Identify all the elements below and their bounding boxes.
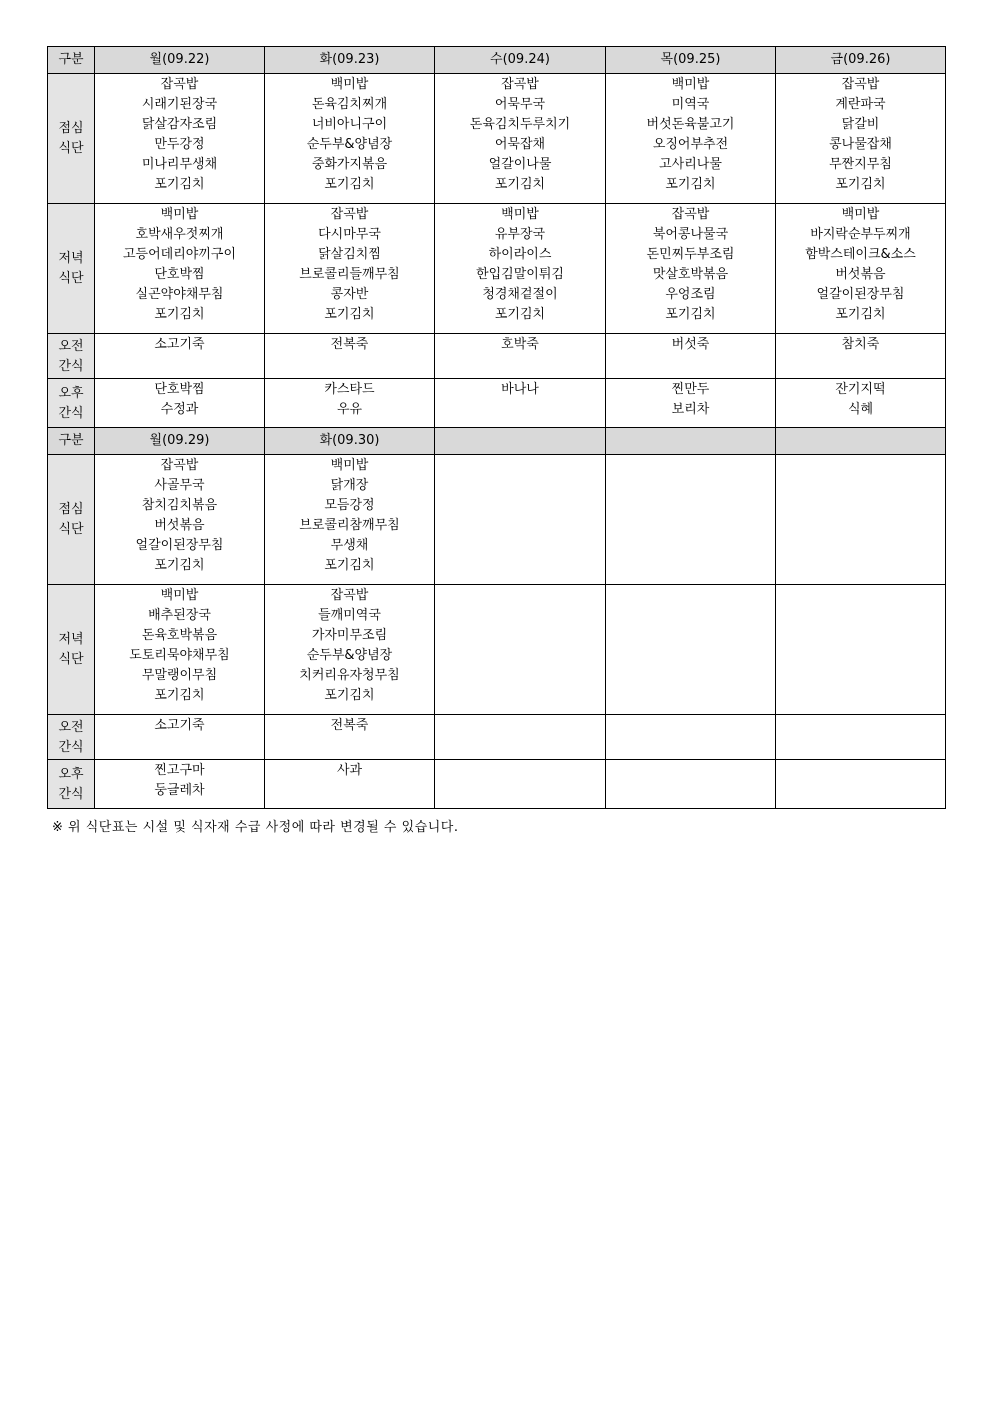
menu-item: 어묵무국 <box>494 97 546 112</box>
menu-item: 잡곡밥 <box>160 77 199 92</box>
menu-item: 가자미무조림 <box>311 628 388 643</box>
menu-cell <box>95 204 265 334</box>
menu-cell <box>265 74 435 204</box>
menu-item: 돈육김치두루치기 <box>469 117 571 132</box>
menu-item: 포기김치 <box>835 177 886 192</box>
menu-item: 버섯볶음 <box>835 267 886 282</box>
row-label <box>48 74 95 204</box>
lunch-row <box>48 74 946 204</box>
menu-cell <box>265 455 435 585</box>
menu-cell <box>606 74 776 204</box>
menu-item: 오후 <box>58 766 84 782</box>
menu-item: 무생채 <box>330 538 369 553</box>
menu-item: 포기김치 <box>665 177 716 192</box>
menu-item: 함박스테이크&소스 <box>805 247 916 262</box>
category-header: 구분 <box>48 428 95 455</box>
menu-item: 돈육김치찌개 <box>311 97 388 112</box>
menu-item: 고등어데리야끼구이 <box>122 247 237 262</box>
menu-item: 얼갈이된장무침 <box>816 287 905 302</box>
pm-snack-row <box>48 760 946 809</box>
menu-item: 단호박찜 <box>154 267 205 282</box>
header-row <box>48 428 946 455</box>
menu-item: 닭갈비 <box>841 117 880 132</box>
menu-cell <box>606 334 776 379</box>
menu-item: 간식 <box>58 405 84 421</box>
menu-item: 찐고구마 <box>154 763 205 778</box>
row-label <box>48 334 95 379</box>
menu-item: 청경채겉절이 <box>482 287 558 302</box>
menu-item: 얼갈이된장무침 <box>135 538 224 553</box>
menu-item: 잡곡밥 <box>160 458 199 473</box>
menu-cell <box>776 455 946 585</box>
menu-cell <box>95 74 265 204</box>
menu-item: 저녁 <box>58 632 84 647</box>
menu-item: 한입김말이튀김 <box>476 267 564 282</box>
menu-item: 오후 <box>58 385 84 401</box>
menu-cell <box>435 74 606 204</box>
menu-item: 포기김치 <box>324 688 375 703</box>
menu-item: 백미밥 <box>330 458 369 473</box>
menu-cell <box>265 379 435 428</box>
menu-item: 둥글레차 <box>154 783 205 798</box>
menu-cell <box>435 379 606 428</box>
menu-cell <box>606 760 776 809</box>
menu-item: 사과 <box>336 763 363 778</box>
menu-item: 포기김치 <box>835 307 886 322</box>
menu-item: 사골무국 <box>154 478 205 493</box>
row-label <box>48 379 95 428</box>
menu-item: 식단 <box>58 141 84 156</box>
menu-cell <box>606 379 776 428</box>
menu-item: 우엉조림 <box>665 287 716 302</box>
menu-cell <box>265 760 435 809</box>
menu-item: 소고기죽 <box>154 718 205 733</box>
menu-item: 바지락순부두찌개 <box>810 227 911 242</box>
menu-item: 맛살호박볶음 <box>652 267 729 282</box>
menu-item: 하이라이스 <box>488 247 552 262</box>
menu-item: 돈민찌두부조림 <box>646 247 735 262</box>
menu-item: 유부장국 <box>494 227 546 242</box>
lunch-row <box>48 455 946 585</box>
menu-cell <box>265 715 435 760</box>
category-header: 구분 <box>48 47 95 74</box>
menu-item: 식단 <box>58 522 84 537</box>
row-label <box>48 760 95 809</box>
menu-item: 백미밥 <box>671 77 710 92</box>
menu-item: 점심 <box>58 502 84 517</box>
menu-cell <box>776 760 946 809</box>
menu-item: 백미밥 <box>330 77 369 92</box>
menu-item: 찐만두 <box>671 382 710 397</box>
menu-cell <box>95 455 265 585</box>
menu-item: 미역국 <box>671 97 710 112</box>
menu-cell <box>776 204 946 334</box>
row-label <box>48 455 95 585</box>
menu-item: 만두강정 <box>154 137 205 152</box>
menu-item: 닭살김치찜 <box>318 247 381 262</box>
menu-item: 소고기죽 <box>154 337 205 352</box>
menu-item: 참치죽 <box>841 337 880 352</box>
menu-item: 포기김치 <box>324 558 375 573</box>
menu-cell <box>95 585 265 715</box>
menu-cell <box>606 455 776 585</box>
menu-item: 다시마무국 <box>318 227 381 242</box>
menu-item: 잡곡밥 <box>841 77 880 92</box>
menu-item: 버섯볶음 <box>154 518 205 533</box>
menu-item: 포기김치 <box>154 307 205 322</box>
day-header: 목(09.25) <box>606 47 776 74</box>
menu-item: 단호박찜 <box>154 382 205 397</box>
dinner-row <box>48 585 946 715</box>
meal-plan-table <box>47 46 946 809</box>
day-header: 화(09.23) <box>265 47 435 74</box>
menu-item: 콩나물잡채 <box>829 137 892 152</box>
menu-item: 배추된장국 <box>148 608 211 623</box>
menu-cell <box>95 760 265 809</box>
menu-cell <box>776 379 946 428</box>
menu-item: 포기김치 <box>154 177 205 192</box>
menu-cell <box>776 334 946 379</box>
menu-item: 오전 <box>58 338 84 354</box>
menu-item: 콩자반 <box>330 287 369 302</box>
menu-item: 호박새우젓찌개 <box>135 227 224 242</box>
am-snack-row <box>48 715 946 760</box>
day-header: 금(09.26) <box>776 47 946 74</box>
menu-cell <box>435 204 606 334</box>
menu-item: 잡곡밥 <box>671 207 710 222</box>
menu-cell <box>265 334 435 379</box>
day-header <box>606 428 776 455</box>
menu-item: 중화가지볶음 <box>311 157 388 172</box>
menu-item: 식단 <box>58 652 84 667</box>
menu-item: 수정과 <box>160 402 199 417</box>
row-label <box>48 204 95 334</box>
menu-item: 카스타드 <box>324 382 375 397</box>
menu-item: 순두부&양념장 <box>306 648 393 663</box>
menu-item: 고사리나물 <box>659 157 722 172</box>
menu-cell <box>95 715 265 760</box>
menu-item: 실곤약야채무침 <box>135 287 224 302</box>
menu-item: 모듬강정 <box>324 498 375 513</box>
menu-item: 전복죽 <box>330 337 369 352</box>
menu-item: 브로콜리들깨무침 <box>299 267 400 282</box>
menu-item: 얼갈이나물 <box>488 157 552 172</box>
menu-item: 포기김치 <box>154 688 205 703</box>
day-header <box>776 428 946 455</box>
menu-cell <box>435 455 606 585</box>
menu-item: 시래기된장국 <box>141 97 218 112</box>
menu-cell <box>435 334 606 379</box>
menu-cell <box>435 585 606 715</box>
menu-item: 치커리유자청무침 <box>299 668 400 683</box>
menu-cell <box>606 715 776 760</box>
menu-item: 간식 <box>58 358 84 374</box>
menu-item: 호박죽 <box>501 337 539 352</box>
menu-cell <box>435 760 606 809</box>
menu-item: 들깨미역국 <box>318 608 381 623</box>
menu-cell <box>265 585 435 715</box>
disclaimer-note: ※ 위 식단표는 시설 및 식자재 수급 사정에 따라 변경될 수 있습니다. <box>52 820 459 835</box>
menu-item: 보리차 <box>671 402 710 417</box>
menu-item: 포기김치 <box>494 177 546 192</box>
menu-item: 백미밥 <box>160 207 199 222</box>
menu-item: 잔기지떡 <box>835 382 886 397</box>
menu-item: 계란파국 <box>835 97 886 112</box>
menu-item: 잡곡밥 <box>501 77 539 92</box>
menu-item: 백미밥 <box>841 207 880 222</box>
menu-item: 북어콩나물국 <box>652 227 729 242</box>
day-header <box>435 428 606 455</box>
menu-item: 어묵잡채 <box>494 137 546 152</box>
menu-item: 백미밥 <box>501 207 539 222</box>
menu-item: 식혜 <box>847 402 874 417</box>
menu-item: 도토리묵야채무침 <box>129 648 230 663</box>
menu-item: 무말랭이무침 <box>141 668 218 683</box>
pm-snack-row <box>48 379 946 428</box>
row-label <box>48 585 95 715</box>
menu-item: 버섯돈육불고기 <box>646 117 735 132</box>
day-header: 월(09.22) <box>95 47 265 74</box>
menu-cell <box>776 585 946 715</box>
menu-item: 포기김치 <box>494 307 546 322</box>
menu-cell <box>776 715 946 760</box>
dinner-row <box>48 204 946 334</box>
menu-cell <box>265 204 435 334</box>
menu-item: 미나리무생채 <box>141 157 218 172</box>
menu-item: 포기김치 <box>324 307 375 322</box>
menu-item: 포기김치 <box>665 307 716 322</box>
menu-item: 브로콜리참깨무침 <box>299 518 400 533</box>
menu-item: 백미밥 <box>160 588 199 603</box>
day-header: 화(09.30) <box>265 428 435 455</box>
header-row <box>48 47 946 74</box>
menu-item: 잡곡밥 <box>330 588 369 603</box>
menu-item: 무짠지무침 <box>829 157 892 172</box>
menu-cell <box>95 334 265 379</box>
menu-item: 포기김치 <box>154 558 205 573</box>
menu-item: 순두부&양념장 <box>306 137 393 152</box>
menu-item: 저녁 <box>58 251 84 266</box>
menu-item: 오징어부추전 <box>652 137 729 152</box>
menu-item: 참치김치볶음 <box>141 498 218 513</box>
menu-cell <box>435 715 606 760</box>
day-header: 수(09.24) <box>435 47 606 74</box>
menu-item: 닭살감자조림 <box>141 117 218 132</box>
menu-cell <box>606 585 776 715</box>
row-label <box>48 715 95 760</box>
menu-item: 돈육호박볶음 <box>141 628 218 643</box>
menu-cell <box>606 204 776 334</box>
menu-item: 포기김치 <box>324 177 375 192</box>
menu-item: 전복죽 <box>330 718 369 733</box>
menu-item: 간식 <box>58 739 84 755</box>
menu-cell <box>95 379 265 428</box>
menu-cell <box>776 74 946 204</box>
menu-item: 버섯죽 <box>671 337 710 352</box>
am-snack-row <box>48 334 946 379</box>
menu-item: 너비아니구이 <box>311 117 388 132</box>
menu-item: 닭개장 <box>330 478 369 493</box>
menu-item: 점심 <box>58 121 84 136</box>
menu-item: 잡곡밥 <box>330 207 369 222</box>
day-header: 월(09.29) <box>95 428 265 455</box>
menu-item: 바나나 <box>501 382 539 397</box>
menu-item: 간식 <box>58 786 84 802</box>
menu-item: 식단 <box>58 271 84 286</box>
menu-item: 오전 <box>58 719 84 735</box>
menu-item: 우유 <box>336 402 363 417</box>
